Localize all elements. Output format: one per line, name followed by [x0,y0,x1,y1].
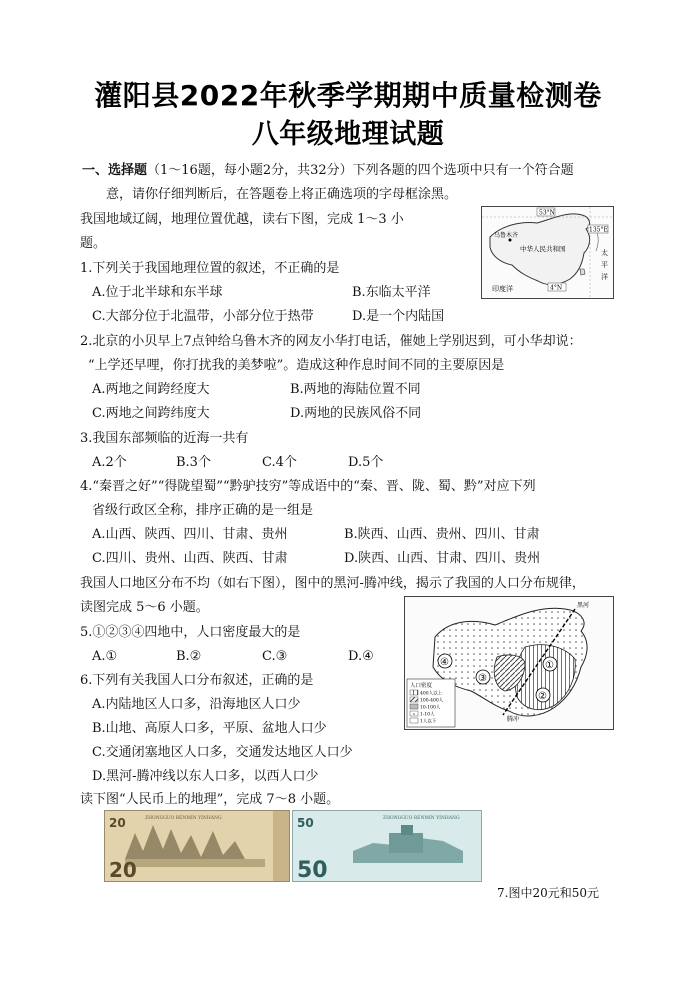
map1-label-prc: 中华人民共和国 [520,245,566,253]
q5-option-c: C.③ [262,649,288,664]
q4-stem-line2: 省级行政区全称，排序正确的是一组是 [92,503,314,518]
banknote-20-corner-value: 20 [109,816,126,830]
population-density-map-svg [405,597,613,729]
q7-stem: 7.图中20元和50元 [497,886,599,900]
intro2-line2: 读图完成 5～6 小题。 [80,600,209,615]
section-heading-bold: 一、选择题 [82,163,148,178]
q6-option-d: D.黑河-腾冲线以东人口多，以西人口少 [92,769,319,784]
map1-label-pacific-3: 洋 [601,273,608,281]
q4-option-d: D.陕西、山西、甘肃、四川、贵州 [344,551,541,566]
intro2-line1: 我国人口地区分布不均（如右下图），图中的黑河-腾冲线，揭示了我国的人口分布规律， [80,576,585,591]
population-density-map [404,596,614,730]
q4-stem-line1: 4.“秦晋之好”“得陇望蜀”“黔驴技穷”等成语中的“秦、晋、陇、蜀、黔”对应下列 [80,479,536,494]
banknote-20 [104,810,290,882]
map1-label-urumqi: 乌鲁木齐 [494,232,519,239]
map2-label-region-1: ① [545,660,554,671]
map2-label-tengchong: 腾冲 [507,716,520,723]
map2-label-heihe: 黑河 [577,602,590,609]
map2-label-region-3: ③ [478,673,487,684]
q3-option-b: B.3个 [176,455,211,470]
q6-option-a: A.内陆地区人口多，沿海地区人口少 [92,697,301,712]
banknote-50-denomination: 50 [297,858,328,881]
map2-legend-item-4: 1-10人 [420,712,435,718]
map1-label-indian-ocean: 印度洋 [492,285,513,293]
q6-stem: 6.下列有关我国人口分布叙述，正确的是 [80,673,314,688]
q6-option-b: B.山地、高原人口多，平原、盆地人口少 [92,721,327,736]
banknote-50-bank-name: ZHONGGUO RENMIN YINHANG [383,816,460,821]
q1-option-d: D.是一个内陆国 [352,309,445,324]
map2-legend-item-5: 1人以下 [420,719,437,725]
map2-legend-item-1: 400人以上 [420,691,443,697]
page-subtitle: 八年级地理试题 [251,119,445,150]
map2-legend-item-3: 10-100人 [420,705,441,711]
q4-option-a: A.山西、陕西、四川、甘肃、贵州 [92,527,288,542]
q3-stem: 3.我国东部频临的近海一共有 [80,431,249,446]
china-location-map-svg [482,207,613,298]
banknote-50-corner-value: 50 [297,816,314,830]
banknote-20-denomination: 20 [109,858,137,881]
q1-option-c: C.大部分位于北温带，小部分位于热带 [92,309,314,324]
map2-legend-title: 人口密度 [410,683,433,689]
map2-label-region-4: ④ [440,657,449,668]
china-location-map [481,206,614,299]
page-title: 灌阳县2022年秋季学期期中质量检测卷 [94,79,602,112]
q3-option-c: C.4个 [262,455,297,470]
q2-option-d: D.两地的民族风俗不同 [290,406,422,421]
q3-option-a: A.2个 [92,455,127,470]
q1-option-a: A.位于北半球和东半球 [92,285,223,300]
section-heading-line2: 意，请你仔细判断后，在答题卷上将正确选项的字母框涂黑。 [106,187,458,202]
banknote-50-svg [293,811,481,881]
map1-label-lat-south: 4°N [550,284,563,292]
map1-label-lon-east: 135°E [589,226,608,234]
q2-stem-line2: “上学还早哩，你打扰我的美梦啦”。造成这种作息时间不同的主要原因是 [88,358,505,373]
q5-option-d: D.④ [348,649,374,664]
banknote-50 [292,810,482,882]
map1-label-pacific-1: 太 [601,249,608,257]
q2-option-c: C.两地之间跨纬度大 [92,406,210,421]
q6-option-c: C.交通闭塞地区人口多，交通发达地区人口少 [92,745,353,760]
map1-label-pacific-2: 平 [601,261,608,269]
banknote-20-svg [105,811,289,881]
q4-option-c: C.四川、贵州、山西、陕西、甘肃 [92,551,288,566]
q2-stem-line1: 2.北京的小贝早上7点钟给乌鲁木齐的网友小华打电话，催她上学别迟到，可小华却说： [80,334,582,349]
section-heading [82,162,574,180]
q5-option-a: A.① [92,649,118,664]
section-heading-rest: （1～16题，每小题2分，共32分）下列各题的四个选项中只有一个符合题 [147,163,574,178]
q5-stem: 5.①②③④四地中，人口密度最大的是 [80,625,301,640]
map2-label-region-2: ② [538,691,547,702]
map1-label-lat-north: 53°N [539,209,555,217]
q1-option-b: B.东临太平洋 [352,285,431,300]
q2-option-a: A.两地之间跨经度大 [92,382,210,397]
intro1-line2: 题。 [80,236,107,251]
intro1-line1: 我国地域辽阔，地理位置优越，读右下图，完成 1～3 小 [80,212,404,227]
q5-option-b: B.② [176,649,202,664]
urumqi-dot [509,239,512,242]
q2-option-b: B.两地的海陆位置不同 [290,382,421,397]
intro3: 读下图“人民币上的地理”，完成 7～8 小题。 [80,792,340,807]
q3-option-d: D.5个 [348,455,384,470]
q4-option-b: B.陕西、山西、贵州、四川、甘肃 [344,527,540,542]
banknote-20-bank-name: ZHONGGUO RENMIN YINHANG [145,816,222,821]
map2-legend-item-2: 100-400人 [420,698,444,704]
q1-stem: 1.下列关于我国地理位置的叙述，不正确的是 [80,261,340,276]
